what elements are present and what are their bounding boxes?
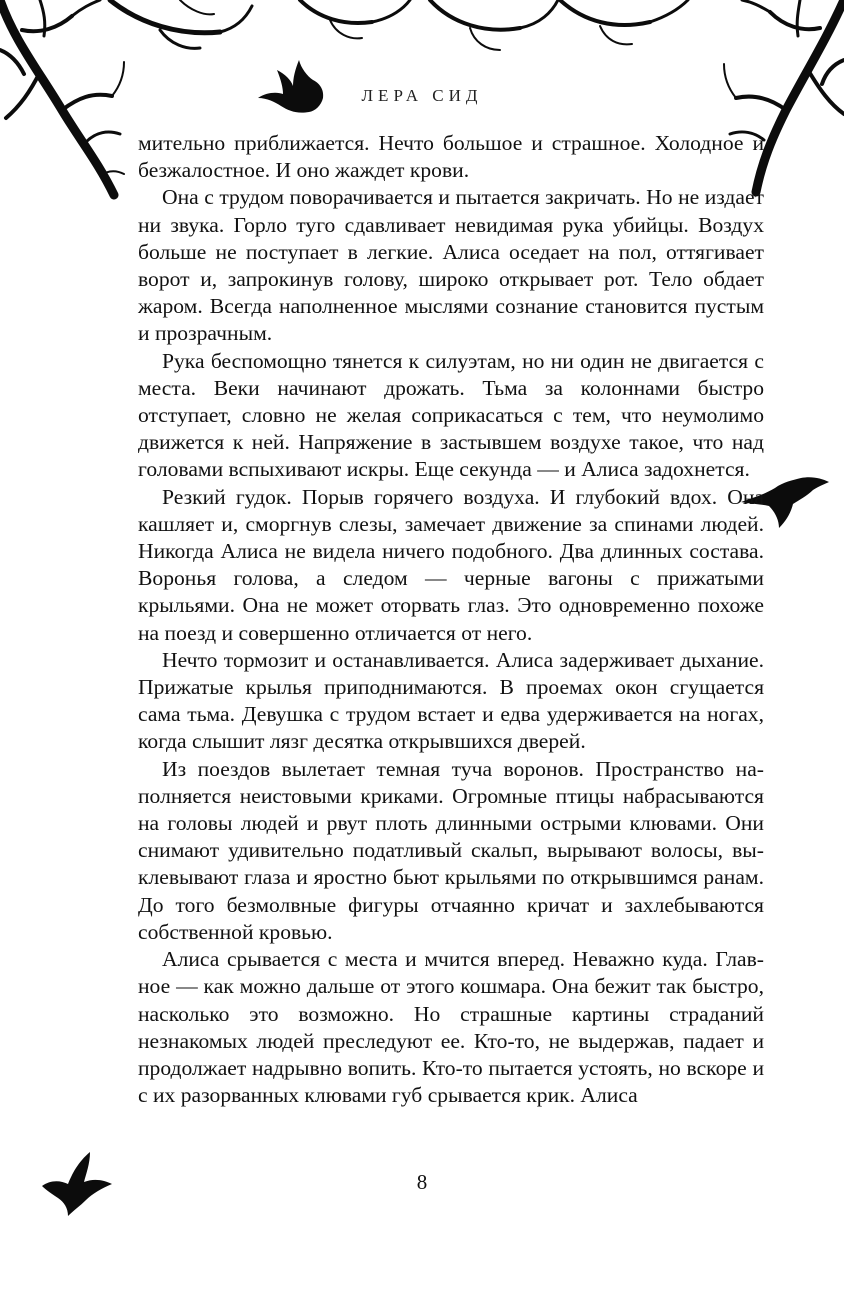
running-head: ЛЕРА СИД [361,86,483,105]
body-text [138,130,764,1109]
paragraph: Из поездов вылетает темная туча воронов. Пространство наполняется неистовыми криками. Огромные птицы набрасываются на головы людей и рвут плоть длинными острыми клювами. Они снимают удивительно податливый скальп, вырывают волосы, выклевывают глаза и яростно бьют крыльями по открывшимся ранам. До того безмолвные фигуры отчаянно кричат и захлебываются собственной кровью. [138,756,764,944]
paragraph: Нечто тормозит и останавливается. Алиса задерживает дыхание. Прижатые крылья приподнимаются. В проемах окон сгущается сама тьма. Девушка с трудом встает и едва удерживается на ногах, когда слышит лязг десятка открывшихся дверей. [138,647,764,754]
paragraph: мительно приближается. Нечто большое и страшное. Холодное и безжалостное. И оно жаждет крови. [138,131,764,183]
paragraph: Резкий гудок. Порыв горячего воздуха. И глубокий вдох. Она кашляет и, сморгнув слезы, замечает движение за спинами людей. Никогда Алиса не видела ничего подобного. Два длинных состава. Воронья голова, а следом — черные вагоны с прижатыми крыльями. Она не может оторвать глаз. Это одновременно похоже на поезд и совершенно отличается от него. [138,484,764,645]
paragraph: Алиса срывается с места и мчится вперед. Неважно куда. Главное — как можно дальше от этого кошмара. Она бежит так быстро, насколько это возможно. Но страшные картины страданий незнакомых людей преследуют ее. Кто-то, не выдержав, падает и продолжает надрывно вопить. Кто-то пытается устоять, но вскоре и с их разорванных клювами губ срывается крик. Алиса [138,947,764,1108]
page-number: 8 [416,1170,428,1194]
paragraph: Она с трудом поворачивается и пытается закричать. Но не издает ни звука. Горло туго сдавливает невидимая рука убийцы. Воздух больше не поступает в легкие. Алиса оседает на пол, оттягивает ворот и, запрокинув голову, широко открывает рот. Тело обдает жаром. Всегда наполненное мыслями сознание становится пустым и прозрачным. [138,185,764,346]
paragraph: Рука беспомощно тянется к силуэтам, но ни один не двигается с места. Веки начинают дрожать. Тьма за колоннами быстро отступает, словно не желая соприкасаться с тем, что неумолимо движется к ней. Напряжение в застывшем воздухе такое, что над головами вспыхивают искры. Еще секунда — и Алиса задохнется. [138,348,764,482]
